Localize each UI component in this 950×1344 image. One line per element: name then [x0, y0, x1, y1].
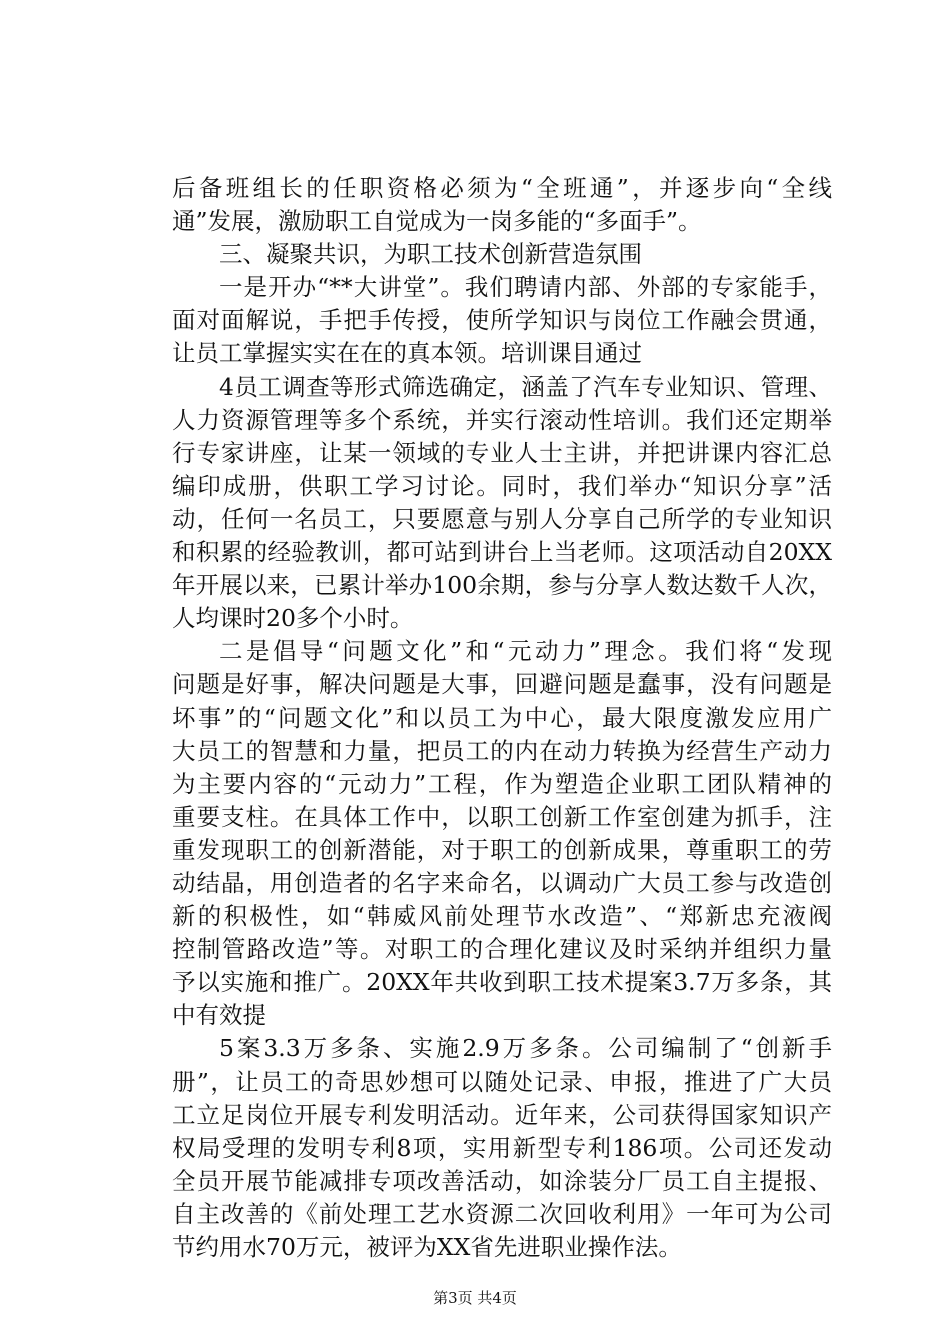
text-line: 权局受理的发明专利8项，实用新型专利186项。公司还发动 — [172, 1133, 832, 1162]
text-line: 予以实施和推广。20XX年共收到职工技术提案3.7万多条，其 — [172, 968, 832, 997]
text-line: 控制管路改造”等。对职工的合理化建议及时采纳并组织力量 — [172, 935, 832, 964]
text-line: 全员开展节能减排专项改善活动，如涂装分厂员工自主提报、 — [172, 1166, 832, 1195]
text-line: 人均课时20多个小时。 — [172, 604, 414, 633]
text-line: 中有效提 — [172, 1001, 266, 1030]
text-line: 册”，让员工的奇思妙想可以随处记录、申报，推进了广大员 — [172, 1067, 832, 1096]
text-line: 5案3.3万多条、实施2.9万多条。公司编制了“创新手 — [219, 1034, 832, 1063]
text-line: 行专家讲座，让某一领域的专业人士主讲，并把讲课内容汇总 — [172, 438, 832, 467]
text-line: 通”发展，激励职工自觉成为一岗多能的“多面手”。 — [172, 207, 702, 236]
text-line: 节约用水70万元，被评为XX省先进职业操作法。 — [172, 1233, 682, 1261]
text-line: 问题是好事，解决问题是大事，回避问题是蠢事，没有问题是 — [172, 670, 832, 699]
text-line: 新的积极性，如“韩威风前处理节水改造”、“郑新忠充液阀 — [172, 902, 832, 931]
text-line: 和积累的经验教训，都可站到讲台上当老师。这项活动自20XX — [172, 538, 832, 567]
text-line: 4员工调查等形式筛选确定，涵盖了汽车专业知识、管理、 — [219, 372, 832, 401]
text-line: 重发现职工的创新潜能，对于职工的创新成果，尊重职工的劳 — [172, 835, 832, 864]
text-line: 大员工的智慧和力量，把员工的内在动力转换为经营生产动力 — [172, 736, 832, 765]
text-line: 年开展以来，已累计举办100余期，参与分享人数达数千人次， — [172, 571, 832, 600]
text-line: 人力资源管理等多个系统，并实行滚动性培训。我们还定期举 — [172, 405, 832, 434]
text-line: 二是倡导“问题文化”和“元动力”理念。我们将“发现 — [219, 637, 832, 666]
text-line: 让员工掌握实实在在的真本领。培训课目通过 — [172, 339, 642, 368]
document-body — [172, 172, 832, 1264]
text-line: 动，任何一名员工，只要愿意与别人分享自己所学的专业知识 — [172, 504, 832, 533]
text-line: 三、凝聚共识，为职工技术创新营造氛围 — [219, 240, 642, 269]
text-line: 自主改善的《前处理工艺水资源二次回收利用》一年可为公司 — [172, 1199, 832, 1228]
text-line: 编印成册，供职工学习讨论。同时，我们举办“知识分享”活 — [172, 471, 832, 500]
text-line: 后备班组长的任职资格必须为“全班通”，并逐步向“全线 — [172, 174, 832, 202]
text-line: 工立足岗位开展专利发明活动。近年来，公司获得国家知识产 — [172, 1100, 832, 1129]
text-line: 为主要内容的“元动力”工程，作为塑造企业职工团队精神的 — [172, 769, 832, 798]
text-line: 动结晶，用创造者的名字来命名，以调动广大员工参与改造创 — [172, 868, 832, 897]
text-line: 重要支柱。在具体工作中，以职工创新工作室创建为抓手，注 — [172, 802, 832, 831]
text-line: 一是开办“**大讲堂”。我们聘请内部、外部的专家能手， — [219, 273, 832, 302]
page-footer: 第3页 共4页 — [433, 1289, 517, 1307]
text-line: 面对面解说，手把手传授，使所学知识与岗位工作融会贯通， — [172, 306, 832, 335]
text-line: 坏事”的“问题文化”和以员工为中心，最大限度激发应用广 — [172, 703, 832, 732]
